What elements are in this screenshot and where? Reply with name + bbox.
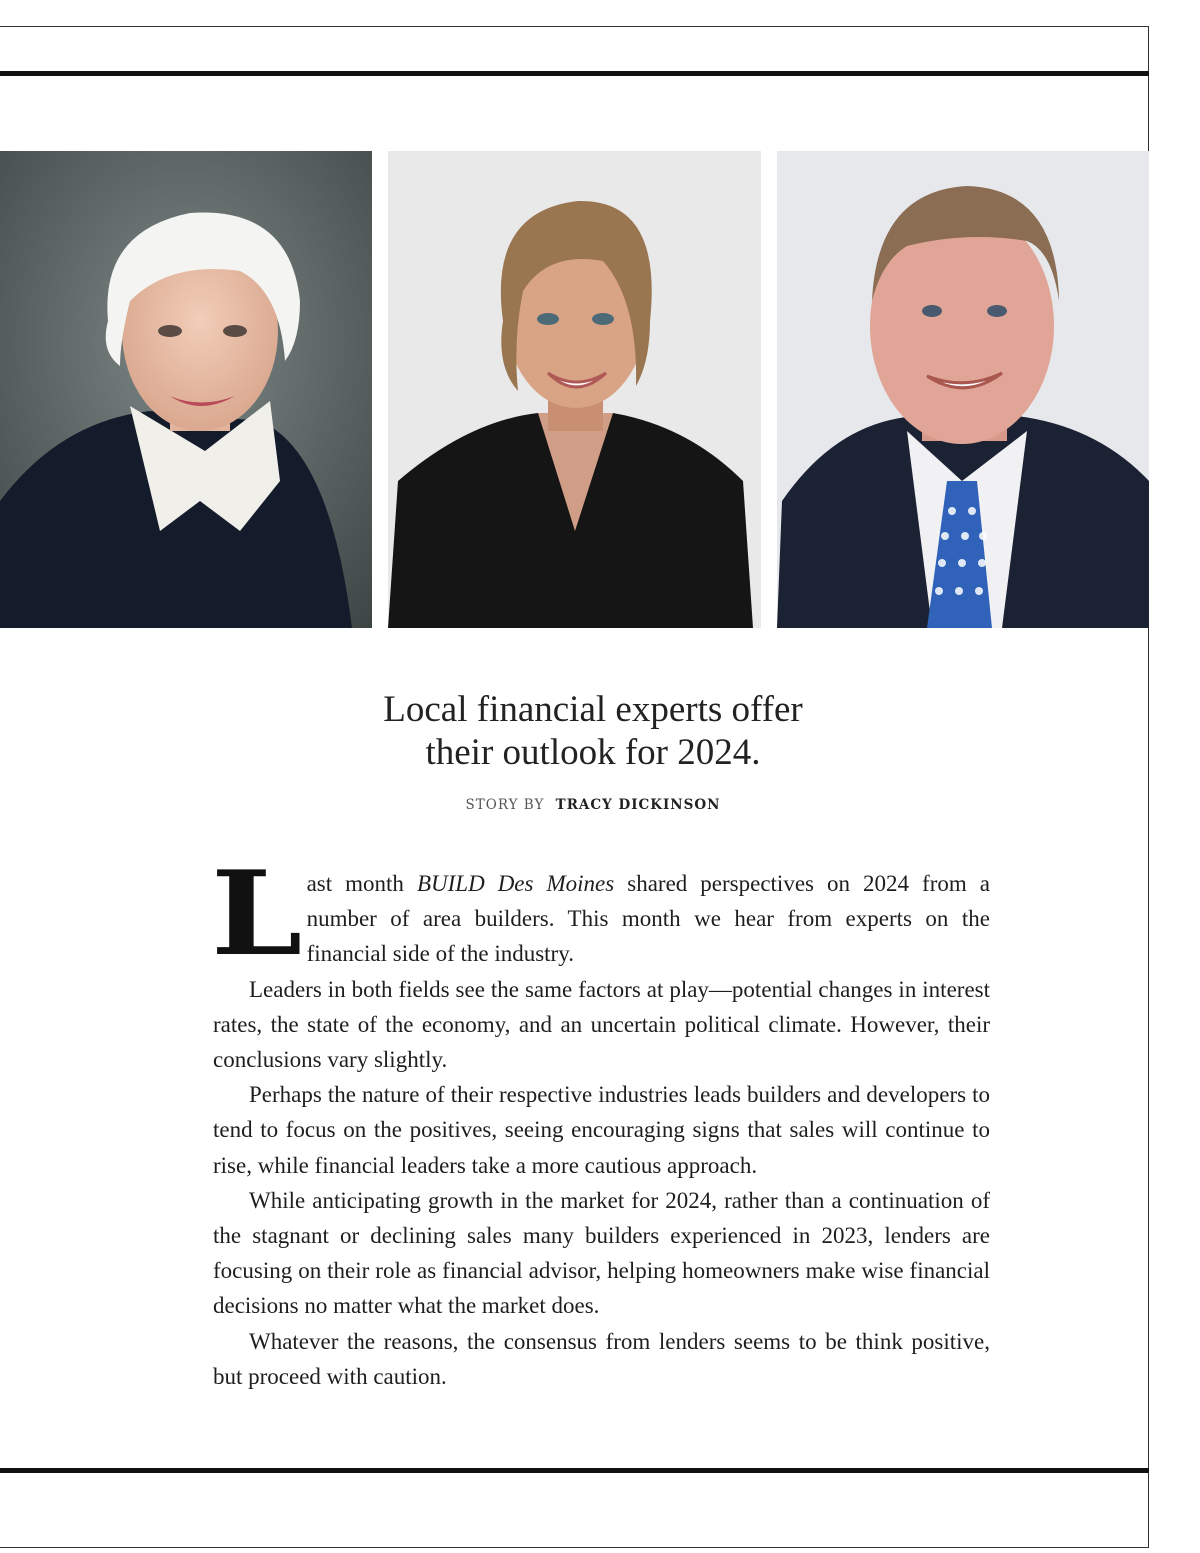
- paragraph-1-lead: ast month: [306, 871, 417, 896]
- paragraph-5: Whatever the reasons, the consensus from lenders seems to be think positive, but proceed with caution.: [213, 1328, 990, 1389]
- top-rule: [0, 71, 1149, 76]
- portrait-photo-3: [777, 151, 1149, 628]
- paragraph-1: [211, 846, 990, 982]
- bottom-rule: [0, 1468, 1149, 1473]
- headline-line-1: Local financial experts offer: [383, 689, 803, 730]
- byline: [250, 797, 936, 813]
- article-body: [211, 846, 990, 1394]
- byline-author: TRACY DICKINSON: [555, 797, 721, 813]
- paragraph-4: While anticipating growth in the market for 2024, rather than a continuation of the stagnant or declining sales many builders experienced in 2023, lenders are focusing on their role as financial advisor, helping homeowners make wise financial decisions no matter what the market does.: [213, 1187, 990, 1319]
- headline-line-2: their outlook for 2024.: [425, 732, 761, 773]
- byline-label: STORY BY: [465, 797, 545, 813]
- page-frame-bottom: [0, 1547, 1149, 1548]
- drop-cap: L: [211, 846, 303, 982]
- portrait-photo-2: [388, 151, 761, 628]
- publication-name: BUILD Des Moines: [416, 871, 615, 896]
- paragraph-2: Leaders in both fields see the same factors at play—potential changes in interest rates, the state of the economy, and an uncertain political climate. However, their conclusions vary slightly.: [213, 976, 990, 1073]
- article-headline: [250, 688, 936, 774]
- paragraph-1-rest: shared perspectives on 2024 from a number of area builders. This month we hear from experts on the financial side of the industry.: [306, 871, 990, 967]
- page-frame-top: [0, 26, 1149, 27]
- portrait-photo-1: [0, 151, 372, 628]
- paragraph-3: Perhaps the nature of their respective industries leads builders and developers to tend to focus on the positives, seeing encouraging signs that sales will continue to rise, while financial leaders take a more cautious approach.: [213, 1082, 990, 1178]
